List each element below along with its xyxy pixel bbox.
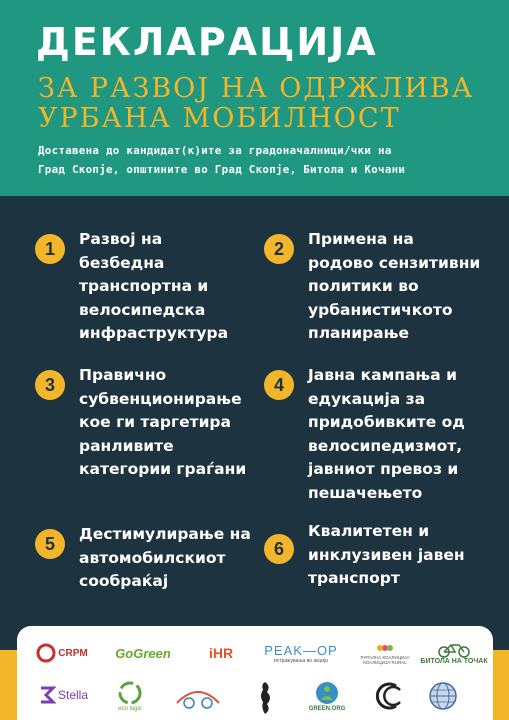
globe-icon: [427, 680, 459, 712]
item-line: автомобилскиот: [79, 548, 226, 567]
declaration-item-6: [264, 520, 488, 591]
item-line: безбедна: [79, 253, 165, 272]
item-line: транспорт: [308, 569, 400, 587]
item-line: планирање: [308, 324, 409, 342]
item-line: инклузивен јавен: [308, 545, 465, 564]
item-text: [308, 520, 488, 591]
item-text: [79, 523, 259, 594]
number-badge: 6: [264, 534, 294, 564]
item-line: транспортна и: [79, 277, 209, 295]
page-subtitle: [38, 74, 474, 134]
item-line: едукација за: [308, 389, 426, 408]
subtitle-line: ЗА РАЗВОЈ НА ОДРЖЛИВА: [38, 73, 475, 104]
item-line: Квалитетен и: [308, 522, 430, 540]
item-line: кое ги таргетира: [79, 413, 231, 431]
item-text: [79, 228, 259, 346]
bicycle-icon: [437, 642, 471, 658]
footer-accent-left: [0, 650, 17, 720]
peakhop-subtext: истражувања во акција: [274, 657, 328, 664]
item-line: Јавна кампања и: [308, 366, 457, 384]
arcs-icon: [374, 681, 404, 711]
item-line: Дестимулирање на: [79, 525, 251, 543]
crpm-text: CRPM: [58, 647, 88, 659]
ecologic-text: eco logic: [118, 706, 142, 712]
intro-line: Доставена до кандидат(к)ите за градоначалници/чки на: [38, 144, 392, 157]
crpm-ring-icon: [36, 643, 56, 663]
item-line: ранливите: [79, 436, 174, 455]
partner-logos-panel: [17, 626, 493, 720]
green-org-logo: [299, 674, 355, 718]
arc-logo: [369, 678, 409, 714]
cycling-club-logo: [171, 678, 225, 714]
declaration-item-3: [35, 364, 259, 482]
bitola-text: БИТОЛА НА ТОЧАК: [420, 657, 488, 665]
flower-icon: [376, 641, 394, 655]
peakhop-text: PEAK—OP: [264, 642, 338, 658]
item-line: родово сензитивни: [308, 253, 481, 272]
stella-logo: [33, 678, 93, 712]
item-text: [79, 364, 259, 482]
declaration-item-1: [35, 228, 259, 346]
ihr-text: iHR: [208, 645, 234, 661]
item-line: субвенционирање: [79, 389, 242, 408]
number-badge: 3: [35, 370, 65, 400]
declaration-item-4: [264, 364, 488, 505]
cyclist-icon: [173, 681, 223, 711]
item-text: [308, 228, 488, 346]
intro-text: [38, 141, 478, 179]
crpm-logo: [31, 638, 93, 668]
number-badge: 4: [264, 370, 294, 400]
item-line: придобивките од: [308, 413, 465, 431]
stella-mark-icon: [38, 684, 56, 706]
rural-text-2: КОАЛИЦИЈА RURAL: [363, 660, 407, 665]
stella-text: Stella: [57, 688, 89, 702]
number-badge: 1: [35, 234, 65, 264]
number-badge: 5: [35, 529, 65, 559]
intro-line: Град Скопје, општините во Град Скопје, Битола и Кочани: [38, 163, 406, 176]
item-line: јавниот превоз и: [308, 460, 459, 478]
item-line: пешачењето: [308, 483, 423, 502]
header-band: [0, 0, 509, 196]
bitola-na-tocak-logo: [421, 634, 487, 672]
item-line: Развој на: [79, 230, 163, 248]
woman-silhouette-icon: [255, 680, 275, 716]
number-badge: 2: [264, 234, 294, 264]
item-line: Примена на: [308, 230, 414, 248]
declaration-item-5: [35, 523, 259, 594]
item-line: урбанистичкото: [308, 300, 453, 319]
gogreen-logo: [107, 638, 179, 668]
item-line: политики во: [308, 277, 419, 295]
ihr-logo: [195, 638, 247, 668]
page-title: ДЕКЛАРАЦИЈА: [36, 20, 378, 64]
item-line: Правично: [79, 366, 167, 384]
recycle-icon: [117, 680, 143, 706]
item-line: категории граѓани: [79, 460, 247, 478]
globe-person-icon: [314, 680, 340, 706]
item-line: велосипедизмот,: [308, 436, 463, 455]
green-org-text: GREEN.ORG: [308, 706, 346, 712]
globe-logo: [423, 676, 463, 716]
rural-text-1: РУРАЛНА КОАЛИЦИЈА: [360, 655, 410, 660]
ecologic-logo: [107, 676, 153, 716]
declaration-item-2: [264, 228, 488, 346]
subtitle-line: УРБАНА МОБИЛНОСТ: [38, 103, 401, 134]
rural-coalition-logo: [357, 634, 413, 672]
item-text: [308, 364, 488, 505]
peakhop-logo: [259, 636, 343, 670]
footer-accent-right: [493, 650, 509, 720]
item-line: сообраќај: [79, 572, 169, 590]
item-line: велосипедска: [79, 300, 206, 319]
silhouette-logo: [249, 678, 281, 718]
gogreen-text: GoGreen: [115, 645, 171, 661]
item-line: инфраструктура: [79, 324, 229, 342]
